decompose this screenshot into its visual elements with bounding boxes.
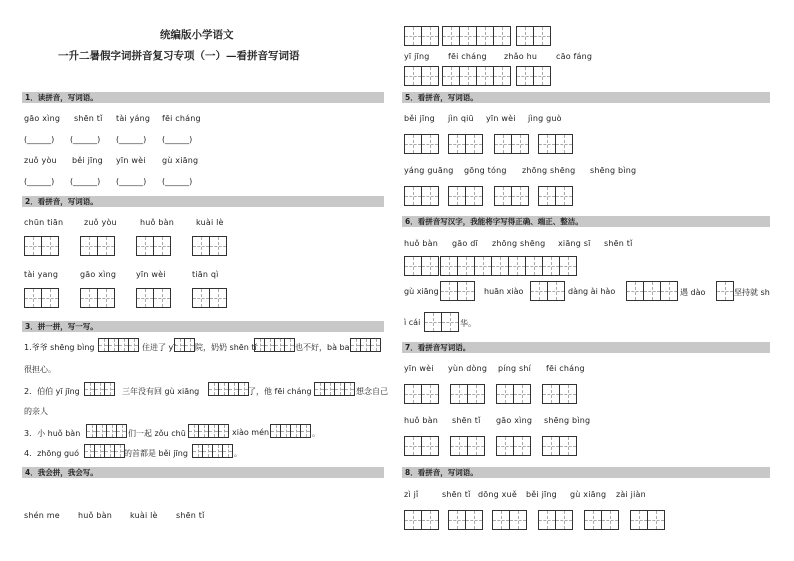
s7-pinyin-5: huǒ bàn [404, 416, 439, 425]
writing-grid[interactable] [270, 424, 310, 438]
answer-blank[interactable]: (______) [24, 135, 55, 144]
s3-text: xiào mén [232, 428, 270, 437]
section-6-header: 6．看拼音写汉字，我能将字写得正确、端正、整洁。 [402, 216, 770, 227]
section-8-header: 8．看拼音，写词语。 [402, 467, 770, 478]
s4-pinyin-2: huǒ bàn [78, 511, 113, 520]
writing-grid[interactable] [404, 510, 438, 530]
writing-grid[interactable] [84, 444, 124, 458]
s2-pinyin-5: tài yang [24, 270, 59, 279]
s5-pinyin-2: jìn qiū [448, 114, 474, 123]
s6-pinyin-2: gāo dī [452, 239, 478, 248]
s6-text: 遇 dào [680, 288, 706, 297]
writing-grid[interactable] [538, 510, 572, 530]
writing-grid[interactable] [404, 26, 438, 46]
writing-grid[interactable] [496, 436, 530, 456]
writing-grid[interactable] [450, 384, 484, 404]
answer-blank[interactable]: (______) [162, 177, 193, 186]
s1-pinyin-3: tài yáng [116, 114, 151, 123]
s6-text: dàng ài hào [568, 287, 616, 296]
writing-grid[interactable] [192, 444, 232, 458]
writing-grid[interactable] [192, 288, 226, 308]
s8-pinyin-2: shēn tǐ [442, 490, 471, 499]
s3-text: 很担心。 [24, 365, 56, 374]
s6-text: ì cái [404, 318, 421, 327]
writing-grid[interactable] [404, 436, 438, 456]
writing-grid[interactable] [450, 436, 484, 456]
writing-grid[interactable] [530, 281, 564, 301]
writing-grid[interactable] [448, 134, 482, 154]
s3-text: 的亲人 [24, 407, 48, 416]
s2-pinyin-7: yīn wèi [136, 270, 166, 279]
r-pinyin-3: zhǎo hu [504, 52, 538, 61]
s6-pinyin-4: xiāng sī [558, 239, 591, 248]
writing-grid[interactable] [542, 256, 576, 276]
s3-text: 1.爷爷 shēng bìng [24, 343, 95, 352]
writing-grid[interactable] [448, 186, 482, 206]
writing-grid[interactable] [448, 510, 482, 530]
s5-pinyin-8: shēng bìng [590, 166, 637, 175]
s5-pinyin-7: zhōng shēng [522, 166, 576, 175]
writing-grid[interactable] [542, 436, 576, 456]
answer-blank[interactable]: (______) [24, 177, 55, 186]
s3-text: 。 [312, 429, 320, 438]
r-pinyin-1: yī jīng [404, 52, 430, 61]
s1-pinyin-8: gù xiāng [162, 156, 199, 165]
s2-pinyin-4: kuài lè [196, 218, 224, 227]
section-3-header: 3．拼一拼，写一写。 [22, 321, 384, 332]
writing-grid[interactable] [314, 382, 354, 396]
writing-grid[interactable] [188, 424, 228, 438]
writing-grid[interactable] [496, 384, 530, 404]
section-7-header: 7．看拼音写词语。 [402, 342, 770, 353]
s5-pinyin-4: jìng guò [528, 114, 562, 123]
s7-pinyin-4: fēi cháng [546, 364, 585, 373]
s3-text: 想念自己 [356, 387, 388, 396]
s3-text: 们一起 zǒu chū [128, 429, 186, 438]
s8-pinyin-1: zì jǐ [404, 490, 419, 499]
r-pinyin-2: fēi cháng [448, 52, 487, 61]
s3-text: 的首都是 běi jīng [124, 449, 188, 458]
s3-text: 4．zhōng guó [24, 449, 79, 458]
answer-blank[interactable]: (______) [70, 177, 101, 186]
s8-pinyin-6: zài jiàn [616, 490, 646, 499]
writing-grid[interactable] [492, 510, 526, 530]
section-4-header: 4．我会拼，我会写。 [22, 467, 384, 478]
s3-text: 院，奶奶 shēn tǐ [195, 343, 257, 352]
s3-text: 也不好，bà ba [295, 343, 350, 352]
s7-pinyin-8: shēng bìng [544, 416, 591, 425]
answer-blank[interactable]: (______) [70, 135, 101, 144]
s6-text: gù xiāng [404, 287, 439, 296]
writing-grid[interactable] [404, 186, 438, 206]
writing-grid[interactable] [424, 312, 458, 332]
writing-grid[interactable] [404, 66, 438, 86]
writing-grid[interactable] [442, 26, 510, 46]
s3-text: 住进了 yī [142, 343, 176, 352]
writing-grid[interactable] [494, 186, 528, 206]
s3-text: 。 [234, 449, 242, 458]
s7-pinyin-6: shēn tǐ [452, 416, 481, 425]
writing-grid[interactable] [84, 382, 114, 396]
s2-pinyin-1: chūn tiān [24, 218, 64, 227]
writing-grid[interactable] [24, 236, 58, 256]
s1-pinyin-1: gāo xìng [24, 114, 61, 123]
writing-grid[interactable] [626, 281, 677, 301]
writing-grid[interactable] [98, 338, 138, 352]
writing-grid[interactable] [442, 66, 510, 86]
s1-pinyin-4: fēi cháng [162, 114, 201, 123]
s8-pinyin-5: gù xiāng [570, 490, 607, 499]
writing-grid[interactable] [404, 384, 438, 404]
s7-pinyin-3: píng shí [498, 364, 532, 373]
s8-pinyin-4: běi jīng [526, 490, 557, 499]
writing-grid[interactable] [440, 256, 474, 276]
writing-grid[interactable] [80, 236, 114, 256]
answer-blank[interactable]: (______) [116, 177, 147, 186]
writing-grid[interactable] [404, 134, 438, 154]
s4-pinyin-4: shēn tǐ [176, 511, 205, 520]
s3-text: 三年没有回 gù xiāng [122, 387, 200, 396]
writing-grid[interactable] [136, 288, 170, 308]
s4-pinyin-1: shén me [24, 511, 60, 520]
writing-grid[interactable] [350, 338, 380, 352]
s5-pinyin-5: yáng guāng [404, 166, 454, 175]
s6-pinyin-3: zhōng shēng [492, 239, 546, 248]
writing-grid[interactable] [494, 134, 528, 154]
s6-pinyin-1: huǒ bàn [404, 239, 439, 248]
answer-blank[interactable]: (______) [162, 135, 193, 144]
s7-pinyin-2: yùn dòng [448, 364, 488, 373]
s5-pinyin-6: gōng tóng [464, 166, 507, 175]
s1-pinyin-2: shēn tǐ [74, 114, 103, 123]
s7-pinyin-7: gāo xìng [496, 416, 533, 425]
s8-pinyin-3: dōng xuě [478, 490, 517, 499]
writing-grid[interactable] [174, 338, 194, 352]
s1-pinyin-6: běi jīng [72, 156, 103, 165]
writing-grid[interactable] [80, 288, 114, 308]
writing-grid[interactable] [538, 134, 572, 154]
answer-blank[interactable]: (______) [116, 135, 147, 144]
writing-grid[interactable] [24, 288, 58, 308]
s2-pinyin-8: tiān qì [192, 270, 219, 279]
s6-text: 坚持就 sh [734, 288, 770, 297]
writing-grid[interactable] [440, 281, 474, 301]
writing-grid[interactable] [630, 510, 664, 530]
section-2-header: 2．看拼音，写词语。 [22, 196, 384, 207]
writing-grid[interactable] [516, 66, 550, 86]
section-1-header: 1．读拼音，写词语。 [22, 92, 384, 103]
writing-grid[interactable] [86, 424, 126, 438]
s1-pinyin-7: yīn wèi [116, 156, 146, 165]
s4-pinyin-3: kuài lè [130, 511, 158, 520]
writing-grid[interactable] [136, 236, 170, 256]
writing-grid[interactable] [474, 256, 508, 276]
s2-pinyin-3: huǒ bàn [140, 218, 175, 227]
writing-grid[interactable] [716, 281, 733, 301]
writing-grid[interactable] [254, 338, 294, 352]
s3-text: 2．伯伯 yī jīng [24, 387, 80, 396]
s2-pinyin-6: gāo xìng [80, 270, 117, 279]
s5-pinyin-1: běi jīng [404, 114, 435, 123]
s5-pinyin-3: yīn wèi [486, 114, 516, 123]
doc-title: 统编版小学语文 [160, 29, 234, 41]
writing-grid[interactable] [542, 384, 576, 404]
s6-text: 华。 [460, 319, 476, 328]
s3-text: 3．小 huǒ bàn [24, 429, 81, 438]
writing-grid[interactable] [516, 26, 550, 46]
writing-grid[interactable] [508, 256, 542, 276]
s3-text: 了，他 fēi cháng [248, 387, 312, 396]
writing-grid[interactable] [584, 510, 618, 530]
writing-grid[interactable] [192, 236, 226, 256]
writing-grid[interactable] [208, 382, 248, 396]
s6-text: huān xiào [484, 287, 524, 296]
writing-grid[interactable] [538, 186, 572, 206]
writing-grid[interactable] [404, 256, 438, 276]
s7-pinyin-1: yīn wèi [404, 364, 434, 373]
s6-pinyin-5: shēn tǐ [604, 239, 633, 248]
s2-pinyin-2: zuǒ yòu [84, 218, 117, 227]
section-5-header: 5．看拼音，写词语。 [402, 92, 770, 103]
s1-pinyin-5: zuǒ yòu [24, 156, 57, 165]
r-pinyin-4: cāo fáng [556, 52, 593, 61]
doc-subtitle: 一升二暑假字词拼音复习专项（一）—看拼音写词语 [58, 50, 300, 62]
